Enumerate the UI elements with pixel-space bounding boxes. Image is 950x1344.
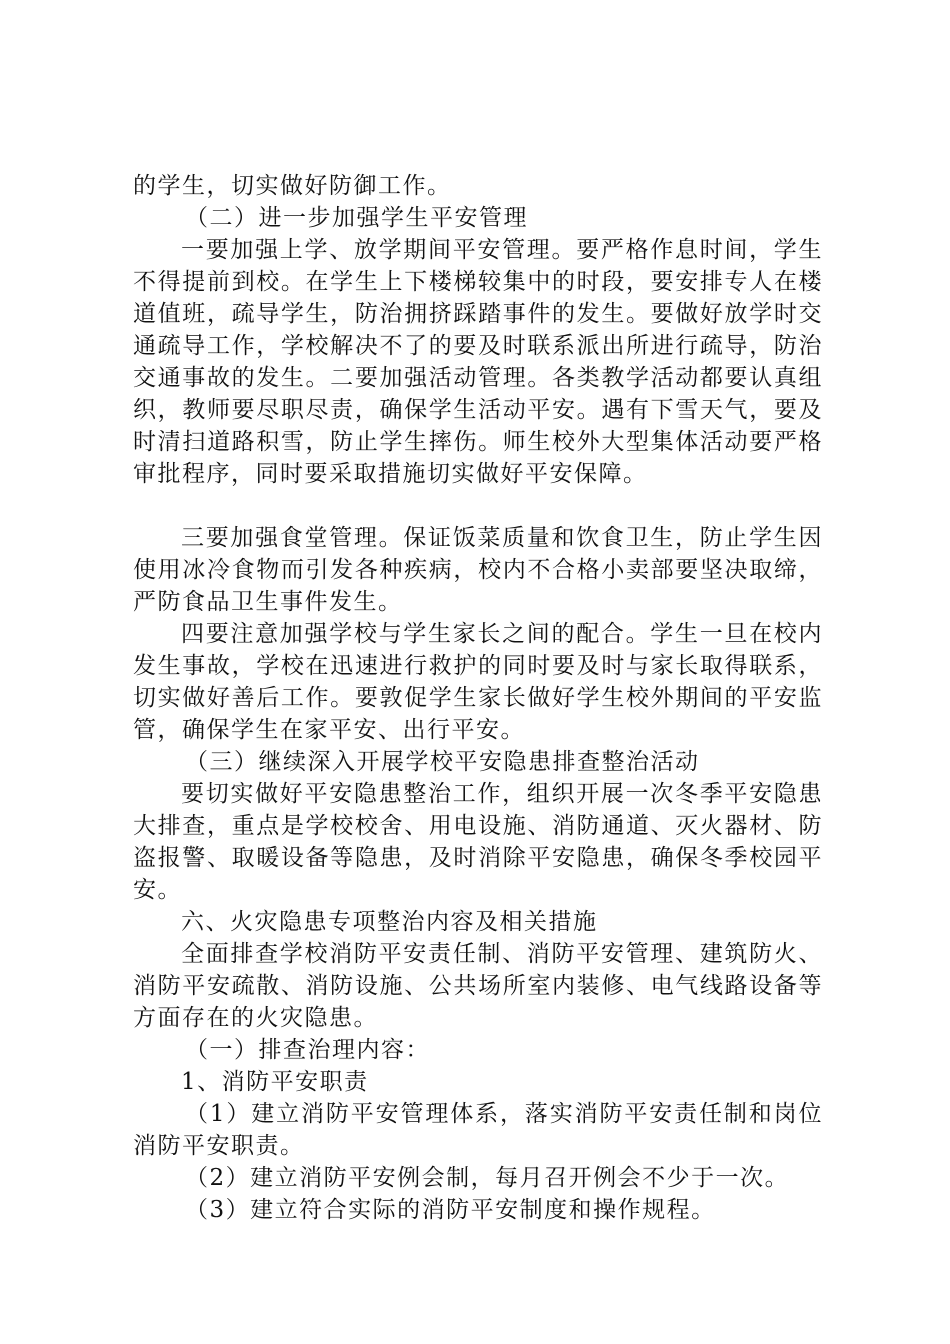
paragraph-fire-survey: 全面排查学校消防平安责任制、消防平安管理、建筑防火、消防平安疏散、消防设施、公共场所室内装修、电气线路设备等方面存在的火灾隐患。: [133, 941, 823, 1031]
paragraph-continuation: 的学生，切实做好防御工作。: [133, 173, 452, 199]
paragraph-gap: [133, 490, 823, 522]
paragraph-parents: 四要注意加强学校与学生家长之间的配合。学生一旦在校内发生事故，学校在迅速进行救护的同时要及时与家长取得联系，切实做好善后工作。要敦促学生家长做好学生校外期间的平安监管，确保学生在家平安、出行平安。: [133, 621, 823, 743]
list-item-3: （3）建立符合实际的消防平安制度和操作规程。: [185, 1197, 716, 1223]
section-heading-3: （三）继续深入开展学校平安隐患排查整治活动: [185, 749, 700, 775]
section-heading-2: （二）进一步加强学生平安管理: [185, 205, 528, 231]
list-item-1: （1）建立消防平安管理体系，落实消防平安责任制和岗位消防平安职责。: [133, 1101, 823, 1159]
paragraph-hazard-check: 要切实做好平安隐患整治工作，组织开展一次冬季平安隐患大排查，重点是学校校舍、用电设施、消防通道、灭火器材、防盗报警、取暖设备等隐患，及时消除平安隐患，确保冬季校园平安。: [133, 781, 823, 903]
subsection-heading-1: （一）排查治理内容：: [185, 1037, 430, 1063]
section-heading-6: 六、火灾隐患专项整治内容及相关措施: [181, 909, 598, 935]
paragraph-canteen: 三要加强食堂管理。保证饭菜质量和饮食卫生，防止学生因使用冰冷食物而引发各种疾病，校内不合格小卖部要坚决取缔，严防食品卫生事件发生。: [133, 525, 823, 615]
document-body: [133, 170, 823, 1226]
list-item-2: （2）建立消防平安例会制，每月召开例会不少于一次。: [185, 1165, 790, 1191]
paragraph-student-management: 一要加强上学、放学期间平安管理。要严格作息时间，学生不得提前到校。在学生上下楼梯较集中的时段，要安排专人在楼道值班，疏导学生，防治拥挤踩踏事件的发生。要做好放学时交通疏导工作，学校解决不了的要及时联系派出所进行疏导，防治交通事故的发生。二要加强活动管理。各类教学活动都要认真组织，教师要尽职尽责，确保学生活动平安。遇有下雪天气，要及时清扫道路积雪，防止学生摔伤。师生校外大型集体活动要严格审批程序，同时要采取措施切实做好平安保障。: [133, 237, 823, 487]
item-heading-1: 1、消防平安职责: [181, 1069, 369, 1095]
